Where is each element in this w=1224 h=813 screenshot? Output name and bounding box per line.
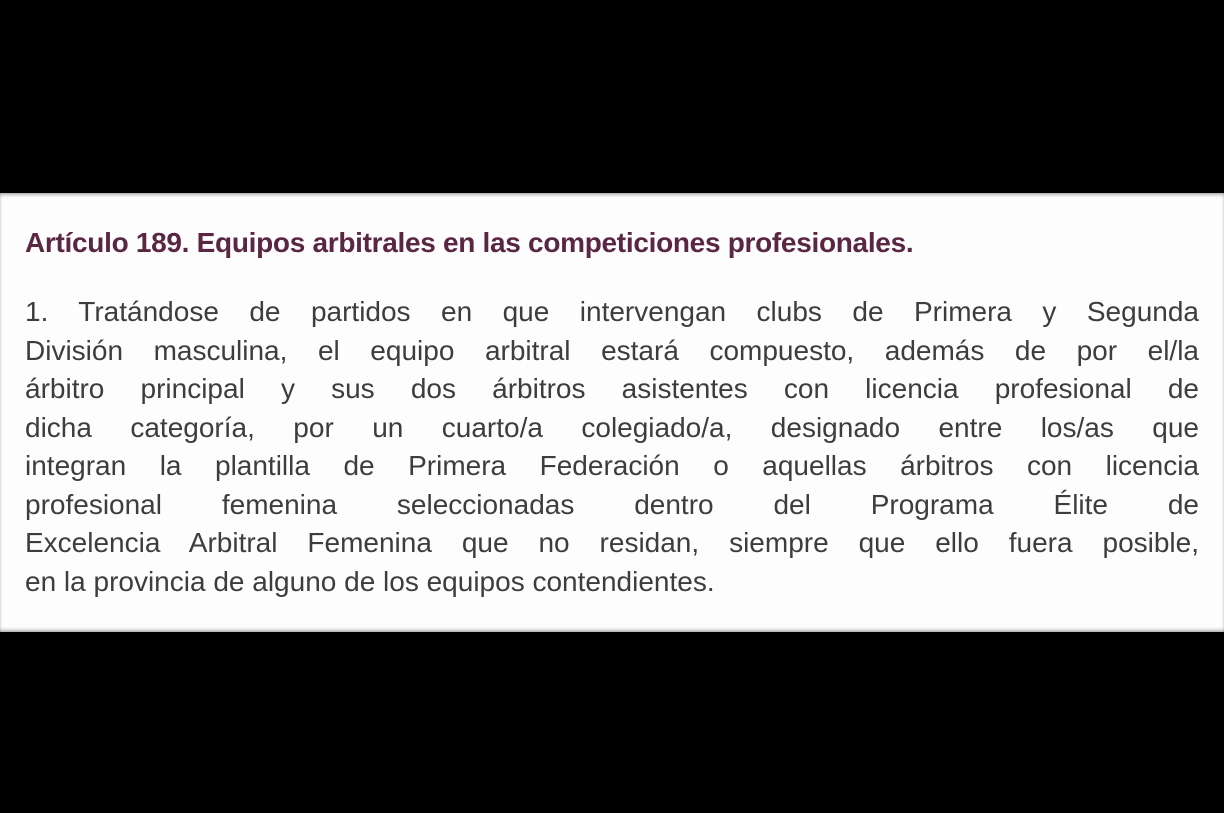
paragraph-line: árbitro principal y sus dos árbitros asistentes con licencia profesional de [25,373,1199,404]
paragraph-line: División masculina, el equipo arbitral estará compuesto, además de por el/la [25,334,1199,366]
article-paragraph [25,293,1199,601]
paragraph-line: dicha categoría, por un cuarto/a colegiado/a, designado entre los/as que [25,411,1199,443]
paragraph-line: 1. Tratándose de partidos en que intervengan clubs de Primera y Segunda [25,296,1199,327]
document-paper [0,193,1224,632]
paragraph-line: en la provincia de alguno de los equipos contendientes. [25,565,715,597]
letterbox-top [0,0,1224,193]
paragraph-line: Excelencia Arbitral Femenina que no residan, siempre que ello fuera posible, [25,527,1199,558]
paragraph-line: integran la plantilla de Primera Federación o aquellas árbitros con licencia [25,450,1199,481]
letterbox-bottom [0,632,1224,813]
article-title: Artículo 189. Equipos arbitrales en las competiciones profesionales. [25,227,914,258]
paragraph-line: profesional femenina seleccionadas dentro del Programa Élite de [25,488,1199,520]
